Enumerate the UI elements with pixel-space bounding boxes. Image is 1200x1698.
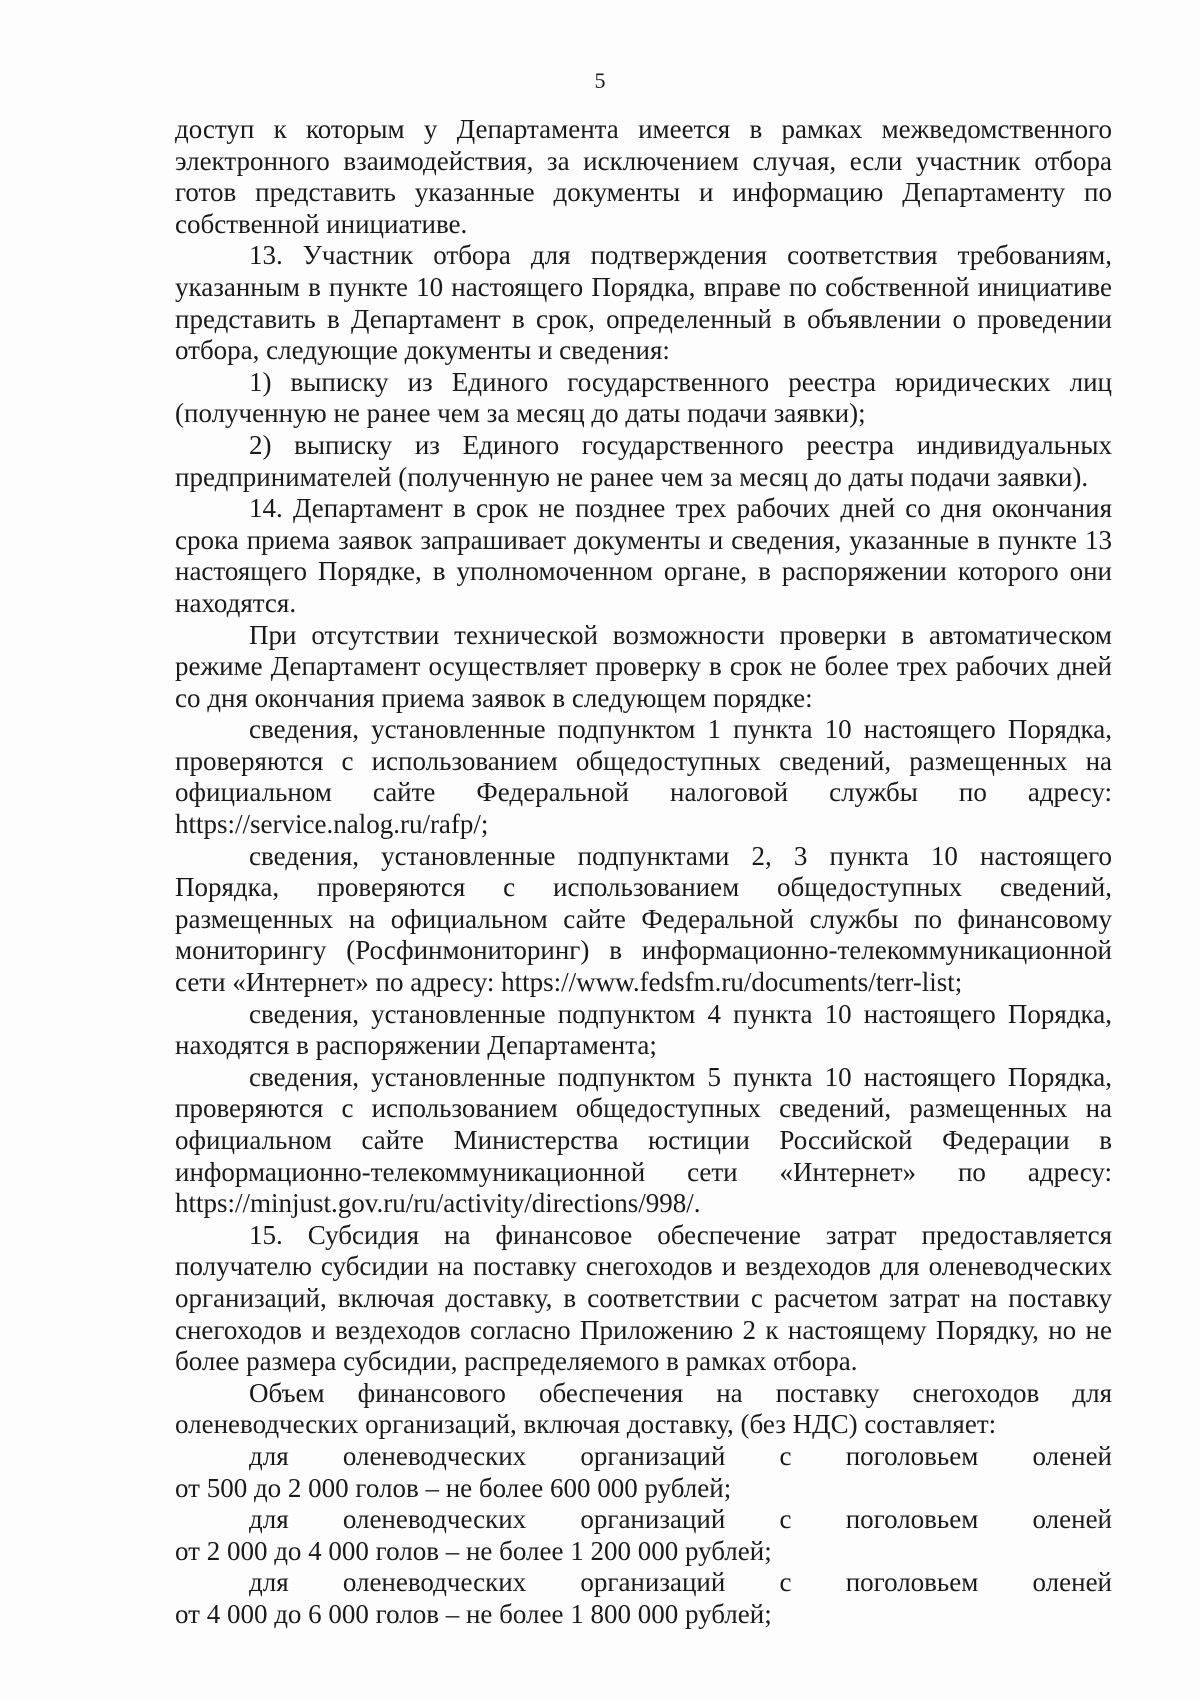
- funding-tier: [175, 1441, 1112, 1504]
- funding-tier-condition: для оленеводческих организаций с поголовьем оленей: [249, 1504, 1112, 1535]
- paragraph-clause-13: 13. Участник отбора для подтверждения соответствия требованиям, указанным в пункте 10 настоящего Порядка, вправе по собственной инициативе представить в Департамент в срок, определенный в объявлении о проведении отбора, следующие документы и сведения:: [175, 240, 1112, 366]
- page-number: 5: [594, 68, 606, 93]
- paragraph-check-subitem-5: сведения, установленные подпунктом 5 пункта 10 настоящего Порядка, проверяются с использованием общедоступных сведений, размещенных на официальном сайте Министерства юстиции Российской Федерации в информационно-телекоммуникационной сети «Интернет» по адресу: https://minjust.gov.ru/ru/activity/directions/998/.: [175, 1061, 1112, 1219]
- funding-tier-condition: для оленеводческих организаций с поголовьем оленей: [249, 1567, 1112, 1598]
- paragraph-check-subitems-2-3: сведения, установленные подпунктами 2, 3 пункта 10 настоящего Порядка, проверяются с использованием общедоступных сведений, размещенных на официальном сайте Федеральной службы по финансовому мониторингу (Росфинмониторинг) в информационно-телекоммуникационной сети «Интернет» по адресу: https://www.fedsfm.ru/documents/terr-list;: [175, 840, 1112, 998]
- paragraph-check-subitem-1: сведения, установленные подпунктом 1 пункта 10 настоящего Порядка, проверяются с использованием общедоступных сведений, размещенных на официальном сайте Федеральной налоговой службы по адресу: https://service.nalog.ru/rafp/;: [175, 714, 1112, 840]
- paragraph-check-subitem-4: сведения, установленные подпунктом 4 пункта 10 настоящего Порядка, находятся в распоряжении Департамента;: [175, 998, 1112, 1061]
- funding-tier-condition: для оленеводческих организаций с поголовьем оленей: [249, 1440, 1112, 1471]
- paragraph-check-procedure: При отсутствии технической возможности проверки в автоматическом режиме Департамент осуществляет проверку в срок не более трех рабочих дней со дня окончания приема заявок в следующем порядке:: [175, 619, 1112, 713]
- funding-tier: [175, 1504, 1112, 1567]
- paragraph-item-1: 1) выписку из Единого государственного реестра юридических лиц (полученную не ранее чем за месяц до даты подачи заявки);: [175, 366, 1112, 429]
- document-body: [175, 114, 1112, 1631]
- funding-tier-amount: от 2 000 до 4 000 голов – не более 1 200 000 рублей;: [175, 1535, 772, 1566]
- funding-tier-amount: от 500 до 2 000 голов – не более 600 000 рублей;: [175, 1472, 732, 1503]
- paragraph-clause-15: 15. Субсидия на финансовое обеспечение затрат предоставляется получателю субсидии на поставку снегоходов и вездеходов для оленеводческих организаций, включая доставку, в соответствии с расчетом затрат на поставку снегоходов и вездеходов согласно Приложению 2 к настоящему Порядку, но не более размера субсидии, распределяемого в рамках отбора.: [175, 1219, 1112, 1377]
- funding-tier-amount: от 4 000 до 6 000 голов – не более 1 800 000 рублей;: [175, 1598, 772, 1629]
- paragraph-clause-14: 14. Департамент в срок не позднее трех рабочих дней со дня окончания срока приема заявок запрашивает документы и сведения, указанные в пункте 13 настоящего Порядке, в уполномоченном органе, в распоряжении которого они находятся.: [175, 493, 1112, 618]
- paragraph-continuation: доступ к которым у Департамента имеется в рамках межведомственного электронного взаимодействия, за исключением случая, если участник отбора готов представить указанные документы и информацию Департаменту по собственной инициативе.: [175, 114, 1112, 239]
- paragraph-funding-volume: Объем финансового обеспечения на поставку снегоходов для оленеводческих организаций, включая доставку, (без НДС) составляет:: [175, 1377, 1112, 1440]
- funding-tier: [175, 1567, 1112, 1630]
- paragraph-item-2: 2) выписку из Единого государственного реестра индивидуальных предпринимателей (полученную не ранее чем за месяц до даты подачи заявки).: [175, 429, 1112, 492]
